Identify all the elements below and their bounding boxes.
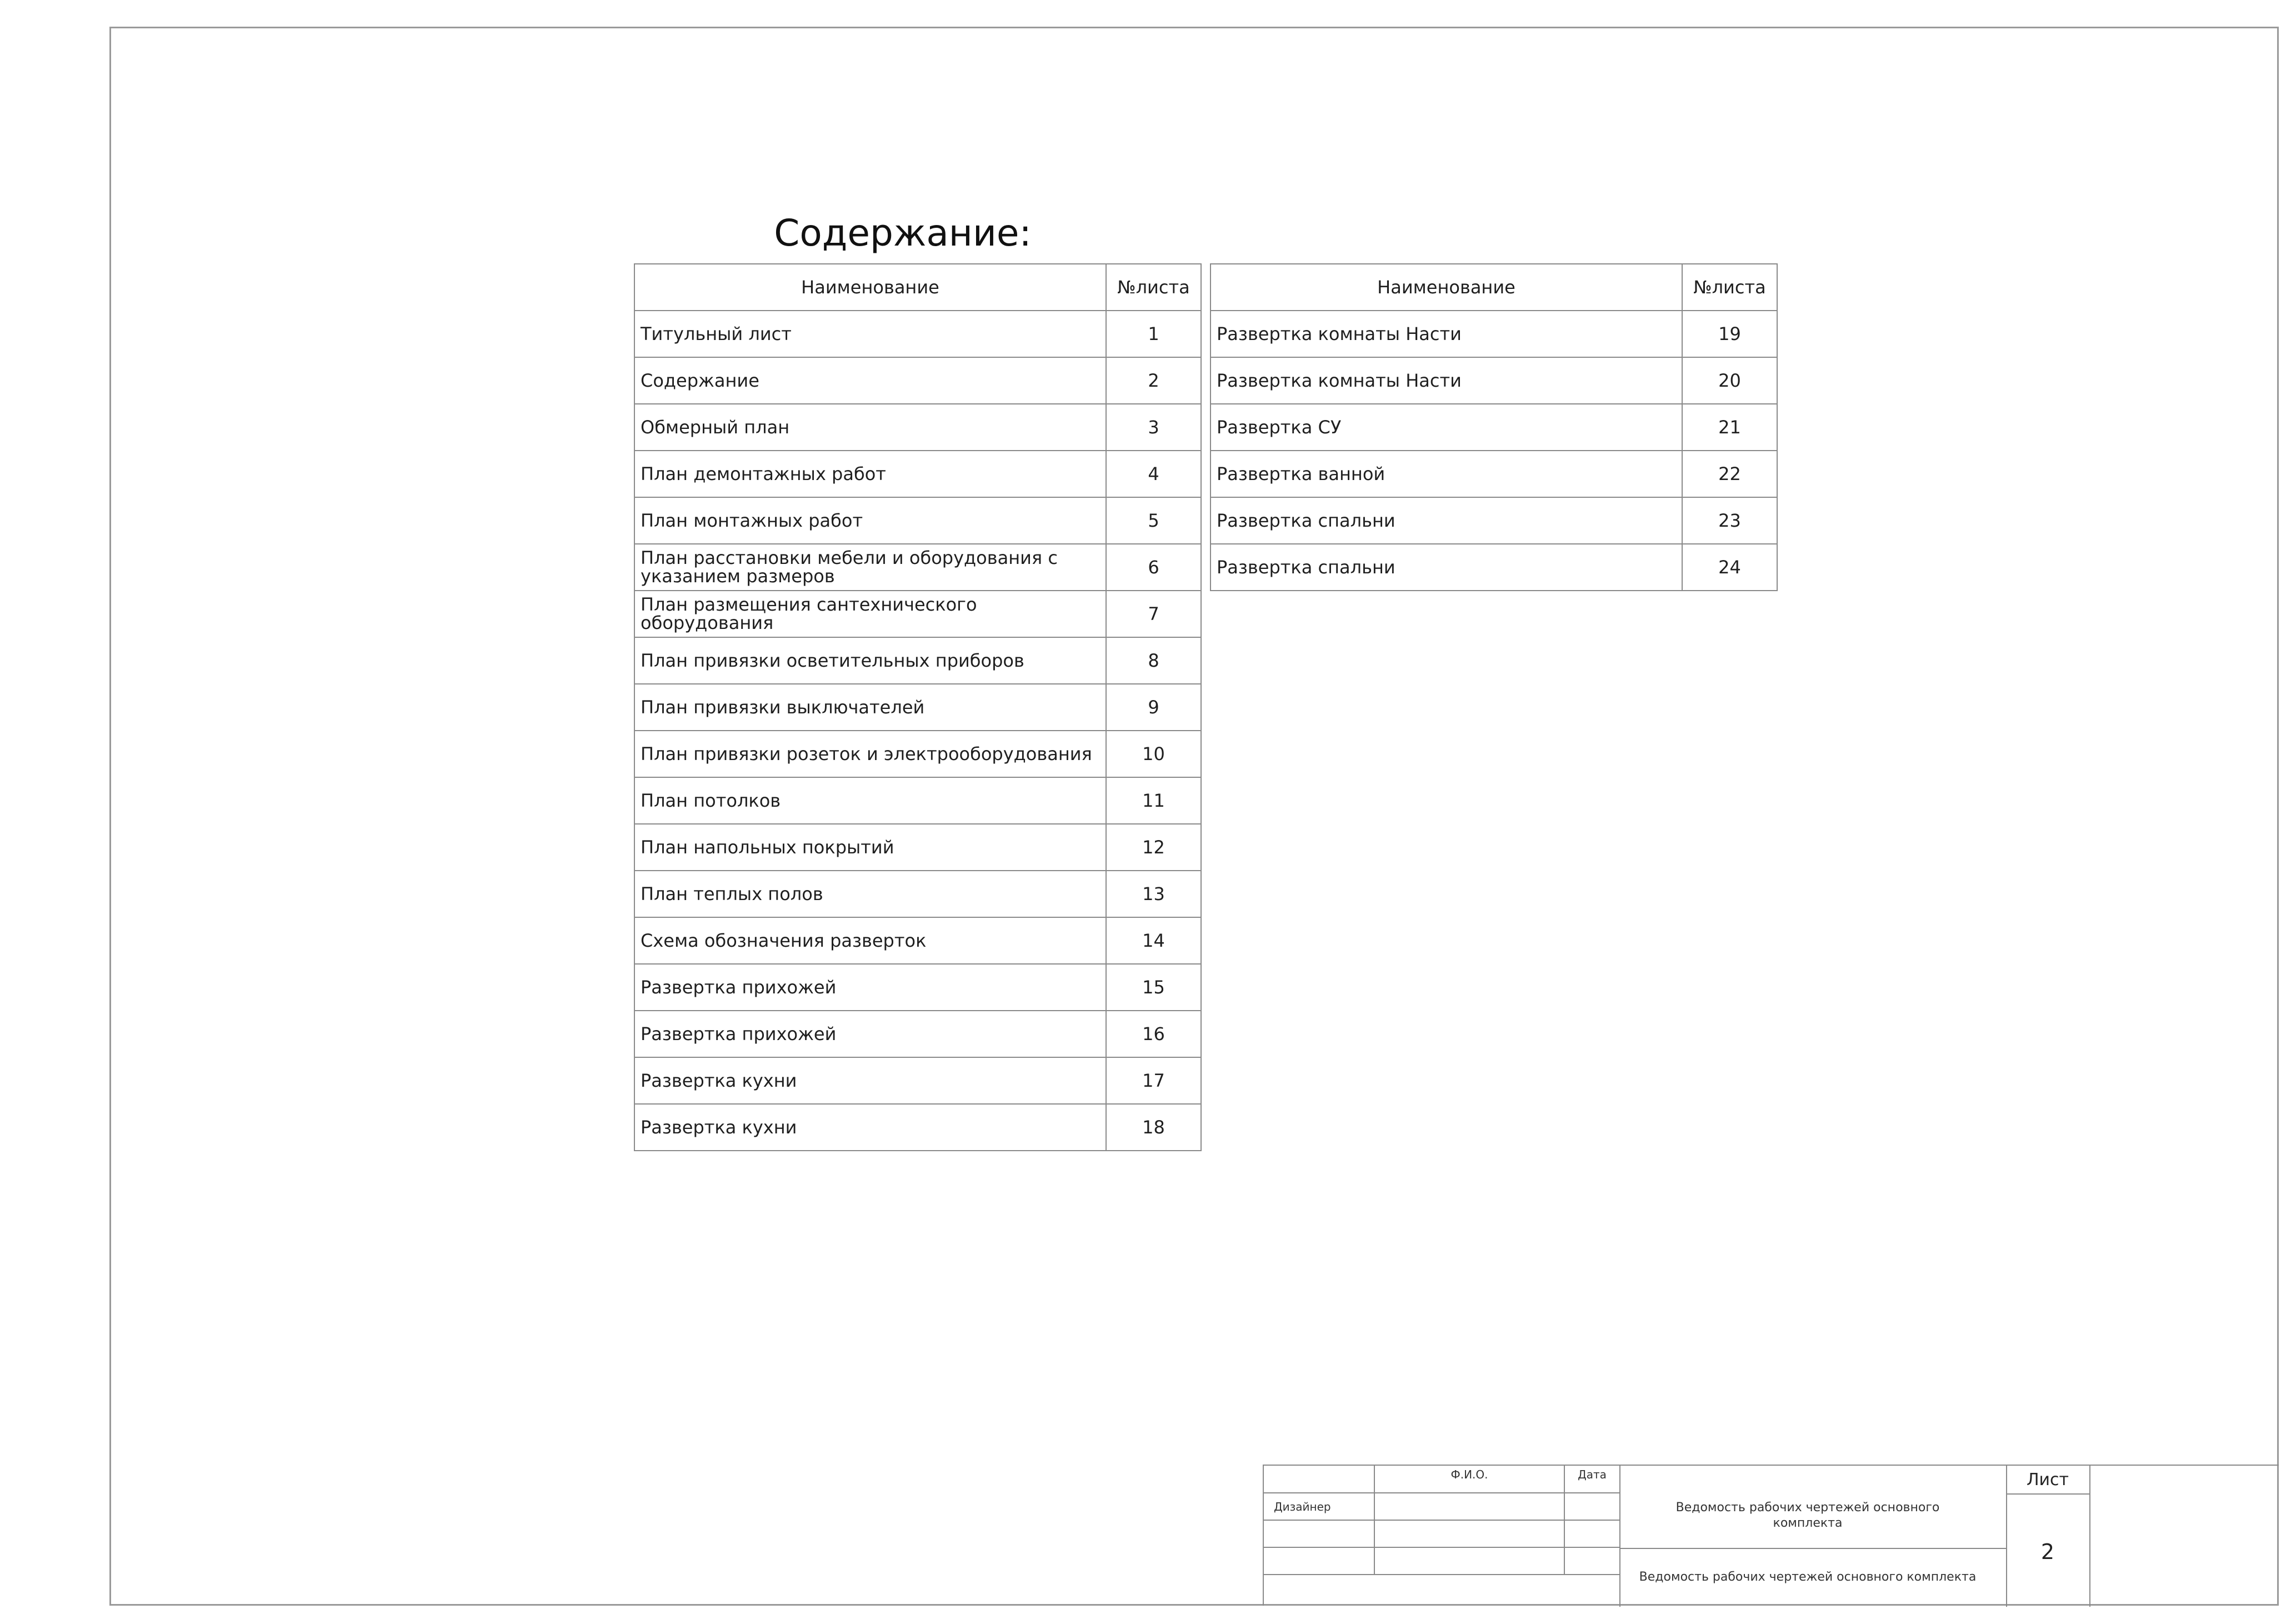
table-row bbox=[634, 451, 1201, 497]
row-name: Развертка кухни bbox=[634, 1057, 1106, 1104]
header-name: Наименование bbox=[634, 264, 1106, 311]
row-sheet-number: 1 bbox=[1106, 311, 1201, 357]
table-row bbox=[1210, 311, 1777, 357]
row-sheet-number: 21 bbox=[1682, 404, 1777, 451]
row-sheet-number: 16 bbox=[1106, 1011, 1201, 1057]
row-name: Обмерный план bbox=[634, 404, 1106, 451]
table-row bbox=[634, 871, 1201, 917]
row-sheet-number: 12 bbox=[1106, 824, 1201, 871]
stamp-role-designer: Дизайнер bbox=[1274, 1500, 1331, 1513]
table-row bbox=[634, 684, 1201, 731]
contents-left-body bbox=[634, 311, 1201, 1151]
table-row bbox=[1210, 497, 1777, 544]
row-sheet-number: 23 bbox=[1682, 497, 1777, 544]
row-name: Развертка СУ bbox=[1210, 404, 1682, 451]
row-sheet-number: 17 bbox=[1106, 1057, 1201, 1104]
row-sheet-number: 4 bbox=[1106, 451, 1201, 497]
table-row bbox=[634, 824, 1201, 871]
stamp-sheet-label: Лист bbox=[2026, 1470, 2069, 1490]
stamp-document-title: Ведомость рабочих чертежей основного комплекта bbox=[1675, 1501, 1940, 1530]
row-name: План привязки розеток и электрооборудования bbox=[634, 731, 1106, 777]
table-row bbox=[634, 544, 1201, 591]
row-name: Содержание bbox=[634, 357, 1106, 404]
table-row bbox=[634, 917, 1201, 964]
table-row bbox=[634, 777, 1201, 824]
table-row bbox=[634, 404, 1201, 451]
row-sheet-number: 8 bbox=[1106, 637, 1201, 684]
table-row bbox=[1210, 544, 1777, 591]
table-row bbox=[634, 731, 1201, 777]
row-name: Схема обозначения разверток bbox=[634, 917, 1106, 964]
row-sheet-number: 15 bbox=[1106, 964, 1201, 1011]
row-name: План привязки осветительных приборов bbox=[634, 637, 1106, 684]
row-sheet-number: 3 bbox=[1106, 404, 1201, 451]
row-sheet-number: 9 bbox=[1106, 684, 1201, 731]
row-name: План демонтажных работ bbox=[634, 451, 1106, 497]
table-row bbox=[634, 357, 1201, 404]
table-header-row bbox=[1210, 264, 1777, 311]
row-sheet-number: 10 bbox=[1106, 731, 1201, 777]
row-sheet-number: 22 bbox=[1682, 451, 1777, 497]
row-name: План привязки выключателей bbox=[634, 684, 1106, 731]
row-name: Развертка комнаты Насти bbox=[1210, 357, 1682, 404]
row-name: План размещения сантехнического оборудования bbox=[634, 591, 1106, 637]
stamp-sheet-number: 2 bbox=[2040, 1540, 2055, 1564]
contents-table-right bbox=[1210, 263, 1778, 591]
header-sheet-number: №листа bbox=[1682, 264, 1777, 311]
header-sheet-number: №листа bbox=[1106, 264, 1201, 311]
stamp-document-subtitle: Ведомость рабочих чертежей основного комплекта bbox=[1639, 1570, 1977, 1584]
row-name: Развертка спальни bbox=[1210, 544, 1682, 591]
table-row bbox=[1210, 404, 1777, 451]
row-name: Титульный лист bbox=[634, 311, 1106, 357]
row-sheet-number: 24 bbox=[1682, 544, 1777, 591]
table-row bbox=[634, 311, 1201, 357]
row-sheet-number: 20 bbox=[1682, 357, 1777, 404]
row-name: План расстановки мебели и оборудования с указанием размеров bbox=[634, 544, 1106, 591]
row-name: Развертка ванной bbox=[1210, 451, 1682, 497]
row-sheet-number: 6 bbox=[1106, 544, 1201, 591]
stamp-date-label: Дата bbox=[1578, 1468, 1607, 1481]
row-name: План напольных покрытий bbox=[634, 824, 1106, 871]
stamp-fio-label: Ф.И.О. bbox=[1450, 1468, 1488, 1481]
row-name: Развертка прихожей bbox=[634, 964, 1106, 1011]
table-row bbox=[634, 964, 1201, 1011]
row-sheet-number: 19 bbox=[1682, 311, 1777, 357]
row-name: План монтажных работ bbox=[634, 497, 1106, 544]
table-row bbox=[634, 1057, 1201, 1104]
contents-table-left bbox=[634, 263, 1202, 1151]
table-row bbox=[634, 591, 1201, 637]
table-row bbox=[634, 497, 1201, 544]
row-sheet-number: 13 bbox=[1106, 871, 1201, 917]
table-row bbox=[634, 1104, 1201, 1151]
row-sheet-number: 2 bbox=[1106, 357, 1201, 404]
table-row bbox=[1210, 451, 1777, 497]
table-row bbox=[1210, 357, 1777, 404]
row-name: План потолков bbox=[634, 777, 1106, 824]
row-sheet-number: 11 bbox=[1106, 777, 1201, 824]
row-sheet-number: 5 bbox=[1106, 497, 1201, 544]
row-sheet-number: 18 bbox=[1106, 1104, 1201, 1151]
row-sheet-number: 7 bbox=[1106, 591, 1201, 637]
table-row bbox=[634, 1011, 1201, 1057]
row-name: Развертка комнаты Насти bbox=[1210, 311, 1682, 357]
row-name: План теплых полов bbox=[634, 871, 1106, 917]
title-block bbox=[1263, 1465, 2279, 1606]
row-name: Развертка спальни bbox=[1210, 497, 1682, 544]
header-name: Наименование bbox=[1210, 264, 1682, 311]
row-name: Развертка кухни bbox=[634, 1104, 1106, 1151]
table-row bbox=[634, 637, 1201, 684]
table-header-row bbox=[634, 264, 1201, 311]
page-title: Содержание: bbox=[774, 212, 1032, 254]
row-sheet-number: 14 bbox=[1106, 917, 1201, 964]
row-name: Развертка прихожей bbox=[634, 1011, 1106, 1057]
contents-right-body bbox=[1210, 311, 1777, 591]
